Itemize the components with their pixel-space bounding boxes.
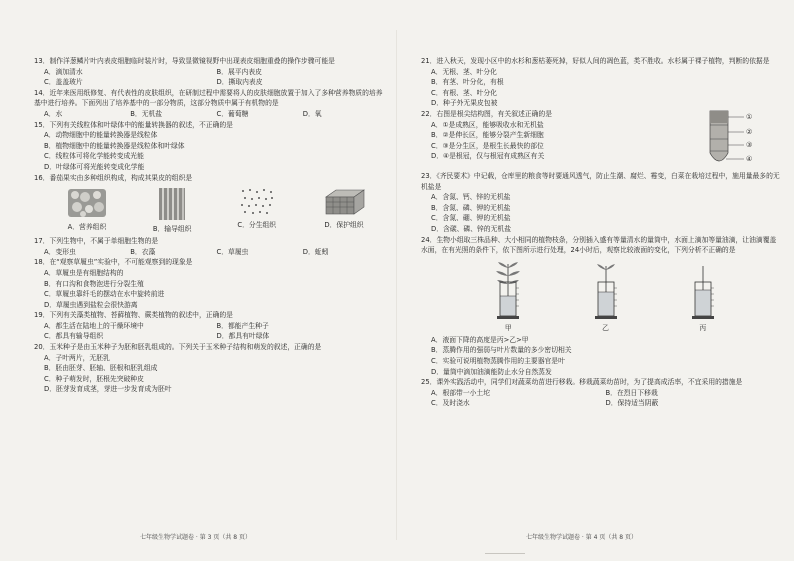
option-d: D．蚯蚓 <box>302 247 329 256</box>
label-4: ④ <box>746 154 753 163</box>
nutrient-tissue-image <box>67 187 107 219</box>
question-text <box>421 109 702 171</box>
question-stem: 24．生物小组取三株品种、大小相同的植物枝条，分别插入盛有等量清水的量筒中，水面上滴加等量油滴，让油滴覆盖水面，在有光照的条件下，依下图所示进行处理，24小时后，观察比较液面的变化，下列分析不正确的是 <box>421 235 777 255</box>
option-a: A．液面下降的高度是丙>乙>甲 <box>431 335 529 344</box>
option-a: A．变形虫 <box>44 247 76 256</box>
option-d: D．氧 <box>302 109 322 118</box>
option-c: C．种子萌发时，胚根先突破种皮 <box>44 374 144 383</box>
option-c: C．③是分生区，是根生长最快的部位 <box>431 141 544 150</box>
question-stem: 20．玉米种子是由玉米种子为胚和胚乳组成的。下列关于玉米种子结构和萌发的叙述，正确的是 <box>34 343 322 352</box>
option-d: D．草履虫遇到盐粒会很快游离 <box>44 300 138 309</box>
option-b: B．在烈日下移栽 <box>605 388 658 397</box>
option-b: B．含氮、磷、钾的无机盐 <box>431 203 511 212</box>
question-15 <box>34 120 389 173</box>
figure-caption: D．保护组织 <box>324 221 364 230</box>
figure-d <box>322 187 366 234</box>
option-a: A．根部带一小土坨 <box>431 388 491 397</box>
question-stem: 14．近年来医用纸修复、有代表性的皮肤组织，在研制过程中需要将人的皮肤细胞放置于加入了多种营养物质的培养基中进行培养。下面列出了培养基中的一部分物质，这部分物质中属于有机物的是 <box>34 88 383 108</box>
option-c: C．葡萄糖 <box>216 109 249 118</box>
question-stem: 13．制作洋葱鳞片叶内表皮细胞临时装片时，导致显微镜视野中出现表皮细胞重叠的操作步骤可能是 <box>34 57 335 65</box>
option-a: A．动物细胞中的能量转换器是线粒体 <box>44 131 158 140</box>
question-stem: 16．番茄果实由多种组织构成，构成其果皮的组织是 <box>34 173 193 182</box>
question-stem: 22．右图是根尖结构图，有关叙述正确的是 <box>421 109 552 118</box>
option-c: C．线粒体可将化学能转变成光能 <box>44 152 144 161</box>
option-a: A．无根、茎、叶分化 <box>431 67 497 76</box>
option-c: C．盖盖玻片 <box>44 78 83 87</box>
question-23 <box>421 171 780 235</box>
option-d: D．含碳、磷、锌的无机盐 <box>431 224 511 233</box>
option-b: B．胚由胚芽、胚轴、胚根和胚乳组成 <box>44 364 158 373</box>
option-a: A．都生活在陆地上的干燥环境中 <box>44 321 144 330</box>
option-d: D．胚芽发育成茎，芽进一步发育成为胚叶 <box>44 385 172 394</box>
option-b: B．无机盐 <box>130 109 163 118</box>
question-stem: 15．下列有关线粒体和叶绿体中的能量转换器的叙述，不正确的是 <box>34 120 233 129</box>
label-2: ② <box>746 127 753 136</box>
option-c: C．都具有输导组织 <box>44 332 104 341</box>
figure-b <box>153 187 192 234</box>
option-d: D．量筒中滴加油滴能防止水分自然蒸发 <box>431 367 552 376</box>
options <box>44 109 389 120</box>
label-3: ③ <box>746 140 753 149</box>
question-21 <box>421 56 780 109</box>
option-c: C．草履虫 <box>216 247 249 256</box>
option-c: C．及时浇水 <box>431 399 470 408</box>
figure-caption: A．营养组织 <box>67 223 107 232</box>
conducting-tissue-image <box>157 187 187 221</box>
options <box>44 321 389 342</box>
question-stem: 21．进入秋天，发现小区中的水杉和葱枯萎死掉，好似人间的凋色蓝，类不胜收。水杉属于裸子植物，判断的依据是 <box>421 57 770 65</box>
option-a: A．子叶两片，无胚乳 <box>44 353 110 362</box>
options <box>431 335 780 377</box>
question-16 <box>34 173 389 235</box>
cylinder-with-few-leaves <box>586 260 626 320</box>
option-b: B．展平内表皮 <box>216 67 262 76</box>
options <box>44 268 389 310</box>
figure-c <box>237 187 276 234</box>
option-b: B．衣藻 <box>130 247 156 256</box>
question-18 <box>34 257 389 310</box>
option-d: D．都具有叶绿体 <box>216 332 270 341</box>
option-a: A．含氮、钙、锌的无机盐 <box>431 193 511 202</box>
option-d: D．叶绿体可将光能转变成化学能 <box>44 162 145 171</box>
figure-yi <box>586 260 626 333</box>
option-d: D．种子外无果皮包被 <box>431 99 498 108</box>
option-a: A．草履虫是有细胞结构的 <box>44 268 124 277</box>
options <box>431 192 780 234</box>
options <box>431 388 780 409</box>
options <box>44 67 389 88</box>
figure-caption: 丙 <box>699 323 707 332</box>
figure-a <box>67 187 107 234</box>
question-stem: 17．下列生物中，不属于单细胞生物的是 <box>34 237 159 246</box>
option-c: C．草履虫靠纤毛的摆动在水中旋转前进 <box>44 290 165 299</box>
cylinder-figures <box>431 260 780 333</box>
question-25 <box>421 377 780 409</box>
option-b: B．植物细胞中的能量转换器是线粒体和叶绿体 <box>44 141 185 150</box>
label-1: ① <box>746 112 753 121</box>
figure-caption: C．分生组织 <box>237 221 277 230</box>
option-b: B．都能产生种子 <box>216 321 269 330</box>
option-c: C．含氮、硼、钾的无机盐 <box>431 214 511 223</box>
option-c: C．有根、茎、叶分化 <box>431 88 497 97</box>
question-stem: 18．在“观察草履虫”实验中，不可能观察到的现象是 <box>34 258 193 267</box>
figure-caption: 乙 <box>602 323 609 332</box>
scan-mark <box>485 553 525 554</box>
tissue-figures <box>44 187 389 234</box>
protective-tissue-image <box>322 187 366 217</box>
figure-caption: 甲 <box>504 323 512 332</box>
option-b: B．②是伸长区，能够分裂产生新细胞 <box>431 131 544 140</box>
meristem-tissue-image <box>239 187 275 217</box>
cylinder-with-many-leaves <box>488 260 528 320</box>
cylinder-no-leaves <box>683 260 723 320</box>
question-stem: 19．下列有关藻类植物、苔藓植物、蕨类植物的叙述中，正确的是 <box>34 311 233 320</box>
options <box>431 67 780 109</box>
option-a: A．水 <box>44 109 63 118</box>
figure-bing <box>683 260 723 333</box>
question-stem: 23．《齐民要术》中记载，仓库里的粮食等时要通风透气，防止生潮、腐烂、霉变，白菜在栽培过程中，施用量最多的无机盐是 <box>421 171 780 191</box>
option-b: B．蒸腾作用的强弱与叶片数量的多少密切相关 <box>431 346 572 355</box>
page-footer-left: 七年级生物学试题卷 · 第 3 页（共 8 页） <box>140 534 251 541</box>
root-tip-diagram <box>702 109 762 171</box>
option-d: D．④是根冠，仅与根冠有成熟区有关 <box>431 152 545 161</box>
figure-jia <box>488 260 528 333</box>
option-c: C．实验可说明植物蒸腾作用的主要器官是叶 <box>431 356 565 365</box>
option-d: D．保持适当阴蔽 <box>605 399 659 408</box>
question-17 <box>34 236 389 257</box>
question-stem: 25．课外实践活动中，同学们对蔬菜幼苗进行移栽。移栽蔬菜幼苗时，为了提高成活率，不宜采用的措施是 <box>421 378 743 387</box>
options <box>44 130 389 172</box>
question-14 <box>34 88 389 120</box>
figure-caption: B．输导组织 <box>152 225 192 234</box>
option-b: B．有口沟和食物泡进行分裂生殖 <box>44 279 144 288</box>
option-d: D．撕取内表皮 <box>216 78 263 87</box>
page-footer-right: 七年级生物学试题卷 · 第 4 页（共 8 页） <box>526 534 637 541</box>
question-22 <box>421 109 780 171</box>
option-a: A．①是成熟区，能够吸收水和无机盐 <box>431 120 544 129</box>
options <box>44 353 389 395</box>
option-a: A．滴加清水 <box>44 67 83 76</box>
question-20 <box>34 342 389 395</box>
question-13 <box>34 56 389 88</box>
question-24 <box>421 235 780 378</box>
question-19 <box>34 310 389 342</box>
options <box>44 247 389 258</box>
right-page <box>397 0 794 561</box>
options <box>431 120 702 162</box>
option-b: B．有茎、叶分化，有根 <box>431 78 504 87</box>
